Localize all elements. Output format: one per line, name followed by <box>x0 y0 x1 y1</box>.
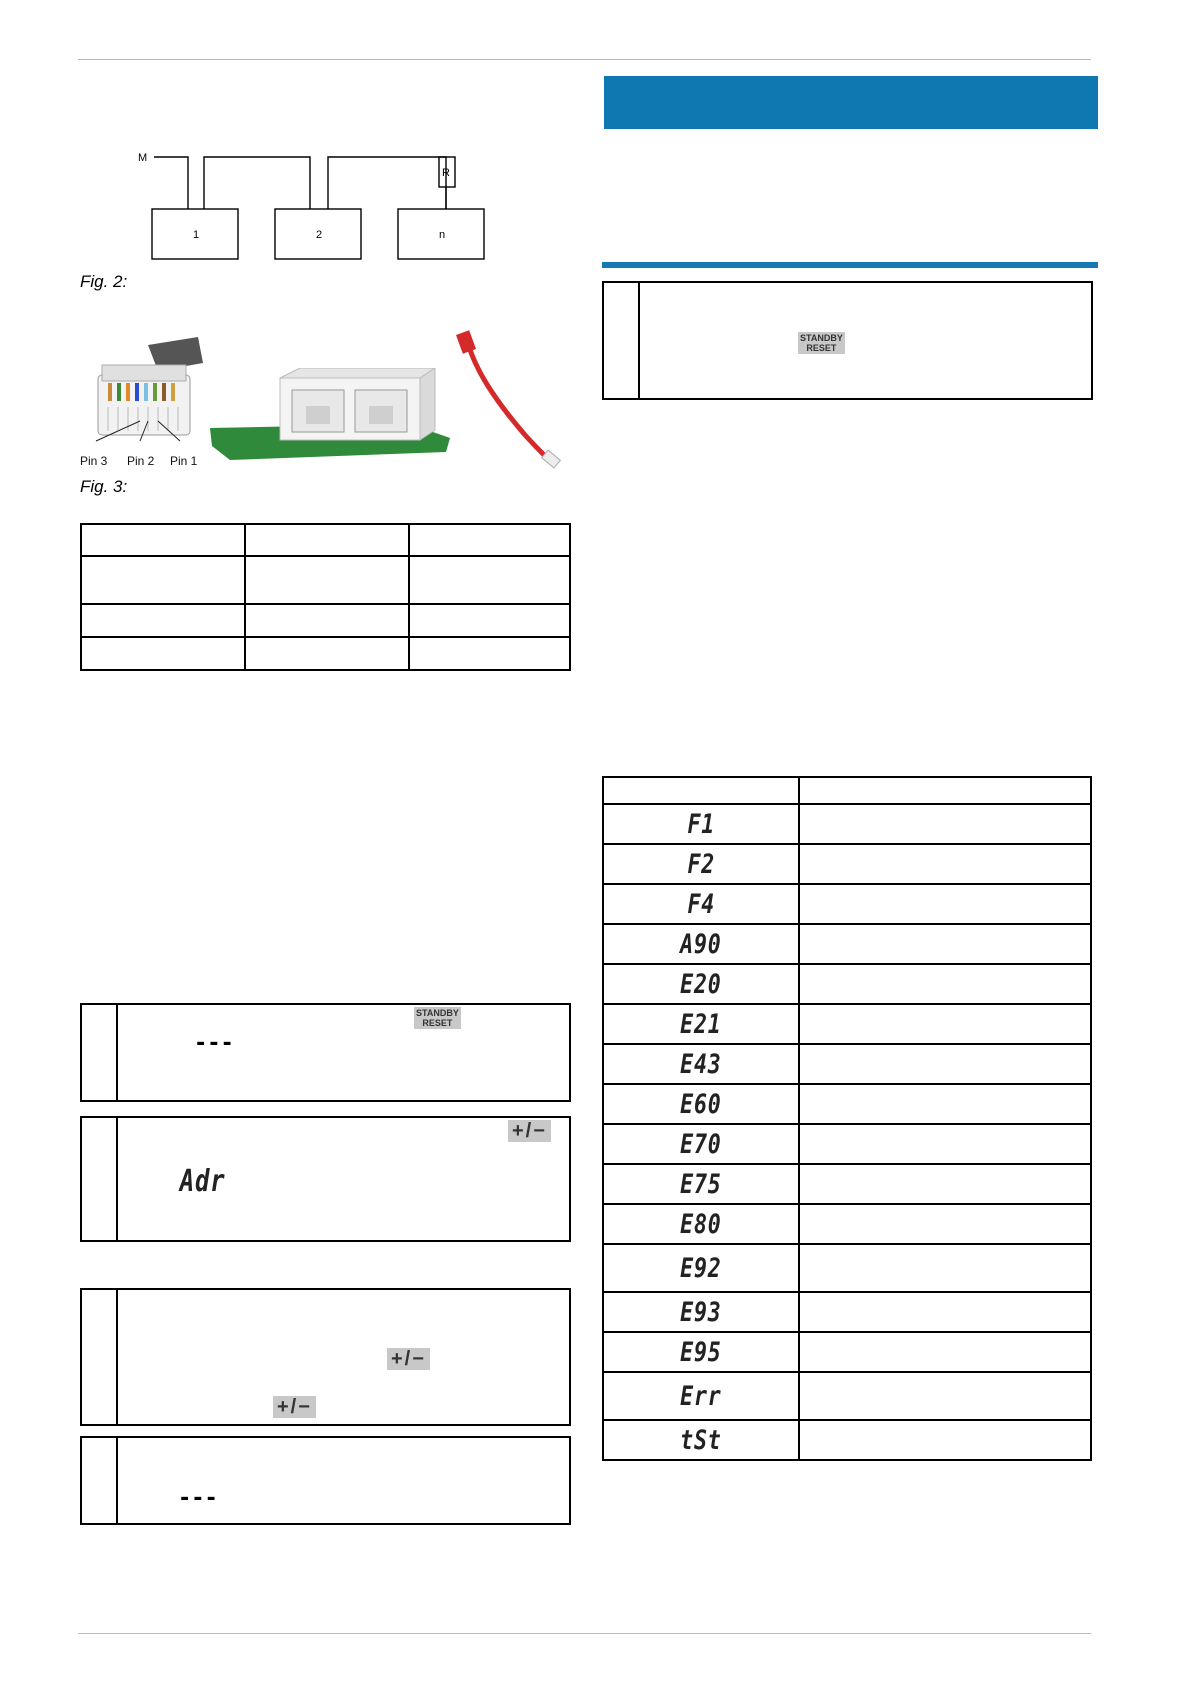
description-cell <box>799 1044 1091 1084</box>
error-code-cell: A90 <box>603 924 799 964</box>
description-cell <box>799 924 1091 964</box>
section-header-bar <box>604 76 1098 129</box>
description-cell <box>799 1084 1091 1124</box>
step-number-cell <box>82 1118 118 1240</box>
step-number-cell <box>82 1438 118 1523</box>
table-cell <box>409 604 570 637</box>
description-cell <box>799 1164 1091 1204</box>
description-cell <box>799 804 1091 844</box>
description-cell <box>799 884 1091 924</box>
step-box-dashes <box>80 1436 571 1525</box>
description-cell <box>799 1292 1091 1332</box>
table-cell <box>81 556 245 604</box>
description-cell <box>799 1244 1091 1292</box>
description-cell <box>799 844 1091 884</box>
step-box-plus-minus <box>80 1288 571 1426</box>
error-code-cell: F2 <box>603 844 799 884</box>
error-code-cell: E20 <box>603 964 799 1004</box>
description-cell <box>799 964 1091 1004</box>
unit-label-n: n <box>439 229 446 241</box>
unit-label-2: 2 <box>316 229 323 241</box>
rj-socket-board-illustration <box>210 368 450 463</box>
description-cell <box>799 1204 1091 1244</box>
figure-2-caption: Fig. 2: <box>80 272 128 291</box>
error-code-table <box>602 776 1092 1461</box>
table-cell <box>245 637 409 670</box>
display-dashes: --- <box>178 1486 218 1511</box>
patch-cable-illustration <box>455 330 565 470</box>
plus-minus-key-icon: +/− <box>273 1396 316 1418</box>
error-code-cell: E21 <box>603 1004 799 1044</box>
error-code-cell: E80 <box>603 1204 799 1244</box>
table-cell <box>409 524 570 556</box>
error-code-cell: Err <box>603 1372 799 1420</box>
bus-wiring-diagram <box>130 145 500 265</box>
rj-connector-plug-illustration <box>88 335 208 445</box>
table-cell <box>81 524 245 556</box>
table-cell <box>81 604 245 637</box>
table-cell <box>245 604 409 637</box>
description-cell <box>799 1124 1091 1164</box>
section-rule <box>602 262 1098 268</box>
plus-minus-key-icon: +/− <box>387 1348 430 1370</box>
plus-minus-key-icon: +/− <box>508 1120 551 1142</box>
step-box-standby-dashes <box>80 1003 571 1102</box>
step-box-standby-reset <box>602 281 1093 400</box>
pin-1-label: Pin 1 <box>170 454 198 468</box>
error-code-cell: E92 <box>603 1244 799 1292</box>
table-cell <box>409 637 570 670</box>
pin-2-label: Pin 2 <box>127 454 155 468</box>
error-code-cell: E70 <box>603 1124 799 1164</box>
display-dashes: --- <box>194 1031 234 1056</box>
unit-label-1: 1 <box>193 229 200 241</box>
table-cell <box>409 556 570 604</box>
step-number-cell <box>604 283 640 398</box>
error-code-cell: E43 <box>603 1044 799 1084</box>
description-cell <box>799 1332 1091 1372</box>
error-code-cell: F4 <box>603 884 799 924</box>
standby-reset-key-icon: STANDBY RESET <box>416 1008 459 1028</box>
standby-reset-key-icon: STANDBY RESET <box>800 333 843 353</box>
figure-3-caption: Fig. 3: <box>80 477 128 496</box>
pin-3-label: Pin 3 <box>80 454 108 468</box>
step-number-cell <box>82 1005 118 1100</box>
error-code-cell: E60 <box>603 1084 799 1124</box>
top-rule <box>78 59 1091 60</box>
step-box-address <box>80 1116 571 1242</box>
table-cell <box>245 556 409 604</box>
pin-assignment-table <box>80 523 571 671</box>
step-number-cell <box>82 1290 118 1424</box>
error-code-cell: E93 <box>603 1292 799 1332</box>
table-cell <box>81 637 245 670</box>
label-r: R <box>442 167 450 179</box>
description-cell <box>799 1372 1091 1420</box>
description-cell <box>799 1004 1091 1044</box>
table-header-cell <box>799 777 1091 804</box>
error-code-cell: E75 <box>603 1164 799 1204</box>
table-cell <box>245 524 409 556</box>
description-cell <box>799 1420 1091 1460</box>
bottom-rule <box>78 1633 1091 1634</box>
label-m: M <box>138 152 148 164</box>
table-header-cell <box>603 777 799 804</box>
error-code-cell: tSt <box>603 1420 799 1460</box>
display-adr: Adr <box>179 1164 226 1199</box>
error-code-cell: F1 <box>603 804 799 844</box>
error-code-cell: E95 <box>603 1332 799 1372</box>
